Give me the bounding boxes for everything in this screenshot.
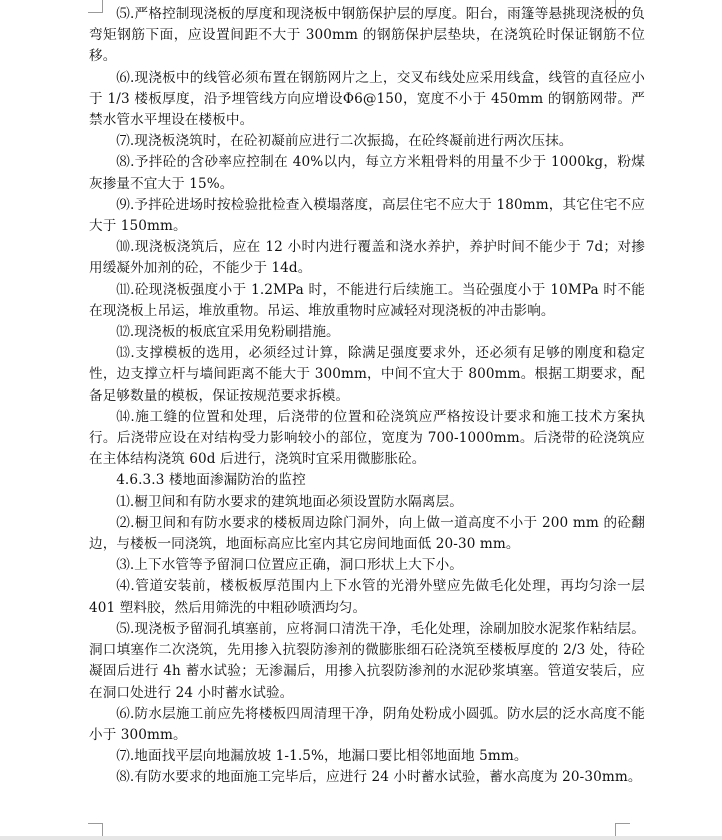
- paragraph: ⒁.施工缝的位置和处理，后浇带的位置和砼浇筑应严格按设计要求和施工技术方案执行。后浇带应设在对结构受力影响较小的部位，宽度为 700-1000mm。后浇带的砼浇筑应在主体结构浇筑 60d 后进行，浇筑时宜采用微膨胀砼。: [89, 408, 645, 468]
- paragraph: ⑹.防水层施工前应先将楼板四周清理干净，阴角处粉成小圆弧。防水层的泛水高度不能小于 300mm。: [89, 705, 645, 743]
- paragraph: ⑻.予拌砼的含砂率应控制在 40%以内，每立方米粗骨料的用量不少于 1000kg，粉煤灰掺量不宜大于 15%。: [89, 154, 645, 192]
- paragraph: ⑾.砼现浇板强度小于 1.2MPa 时，不能进行后续施工。当砼强度小于 10MPa 时不能在现浇板上吊运，堆放重物。吊运、堆放重物时应减轻对现浇板的冲击影响。: [89, 281, 645, 319]
- paragraph: ⑹.现浇板中的线管必须布置在钢筋网片之上，交叉布线处应采用线盒，线管的直径应小于 1/3 楼板厚度，沿予埋管线方向应增设Φ6@150，宽度不小于 450mm 的钢筋网带。严禁水管水平埋设在楼板中。: [89, 69, 645, 129]
- section-heading: 4.6.3.3 楼地面渗漏防治的监控: [116, 472, 306, 489]
- paragraph: ⑻.有防水要求的地面施工完毕后，应进行 24 小时蓄水试验，蓄水高度为 20-30mm。: [116, 769, 642, 786]
- paragraph: ⑺.现浇板浇筑时，在砼初凝前应进行二次振捣，在砼终凝前进行两次压抹。: [116, 133, 573, 150]
- paragraph: ⑺.地面找平层向地漏放坡 1-1.5%，地漏口要比相邻地面地 5mm。: [116, 748, 528, 765]
- page-bottom-edge: [0, 836, 722, 840]
- paragraph: ⑸.现浇板予留洞孔填塞前，应将洞口清洗干净，毛化处理，涂刷加胶水泥浆作粘结层。洞口填塞作二次浇筑，先用掺入抗裂防渗剂的微膨胀细石砼浇筑至楼板厚度的 2/3 处，待砼凝固后进行 4h 蓄水试验；无渗漏后，用掺入抗裂防渗剂的水泥砂浆填塞。管道安装后，应在洞口处进行 24 小时蓄水试验。: [89, 620, 645, 701]
- document-body: [89, 4, 645, 789]
- paragraph: ⑽.现浇板浇筑后，应在 12 小时内进行覆盖和浇水养护，养护时间不能少于 7d；对掺用缓凝外加剂的砼，不能少于 14d。: [89, 239, 645, 277]
- paragraph: ⑷.管道安装前，楼板板厚范围内上下水管的光滑外壁应先做毛化处理，再均匀涂一层 401 塑料胶，然后用筛洗的中粗砂喷洒均匀。: [89, 578, 645, 616]
- paragraph: ⑼.予拌砼进场时按检验批检查入模塌落度，高层住宅不应大于 180mm，其它住宅不应大于 150mm。: [89, 196, 645, 235]
- paragraph: ⑵.橱卫间和有防水要求的楼板周边除门洞外，向上做一道高度不小于 200 mm 的砼翻边，与楼板一同浇筑，地面标高应比室内其它房间地面低 20-30 mm。: [89, 514, 645, 553]
- paragraph: ⑸.严格控制现浇板的厚度和现浇板中钢筋保护层的厚度。阳台，雨篷等悬挑现浇板的负弯矩钢筋下面，应设置间距不大于 300mm 的钢筋保护层垫块，在浇筑砼时保证钢筋不位移。: [89, 6, 645, 65]
- paragraph: ⑴.橱卫间和有防水要求的建筑地面必须设置防水隔离层。: [116, 493, 463, 510]
- paragraph: ⑿.现浇板的板底宜采用免粉刷措施。: [116, 324, 340, 341]
- paragraph: ⒀.支撑模板的选用，必须经过计算，除满足强度要求外，还必须有足够的刚度和稳定性，边支撑立杆与墙间距离不能大于 300mm，中间不宜大于 800mm。根据工期要求，配备足够数量的模板，保证按规范要求拆模。: [89, 345, 645, 404]
- paragraph: ⑶.上下水管等予留洞口位置应正确，洞口形状上大下小。: [116, 557, 463, 574]
